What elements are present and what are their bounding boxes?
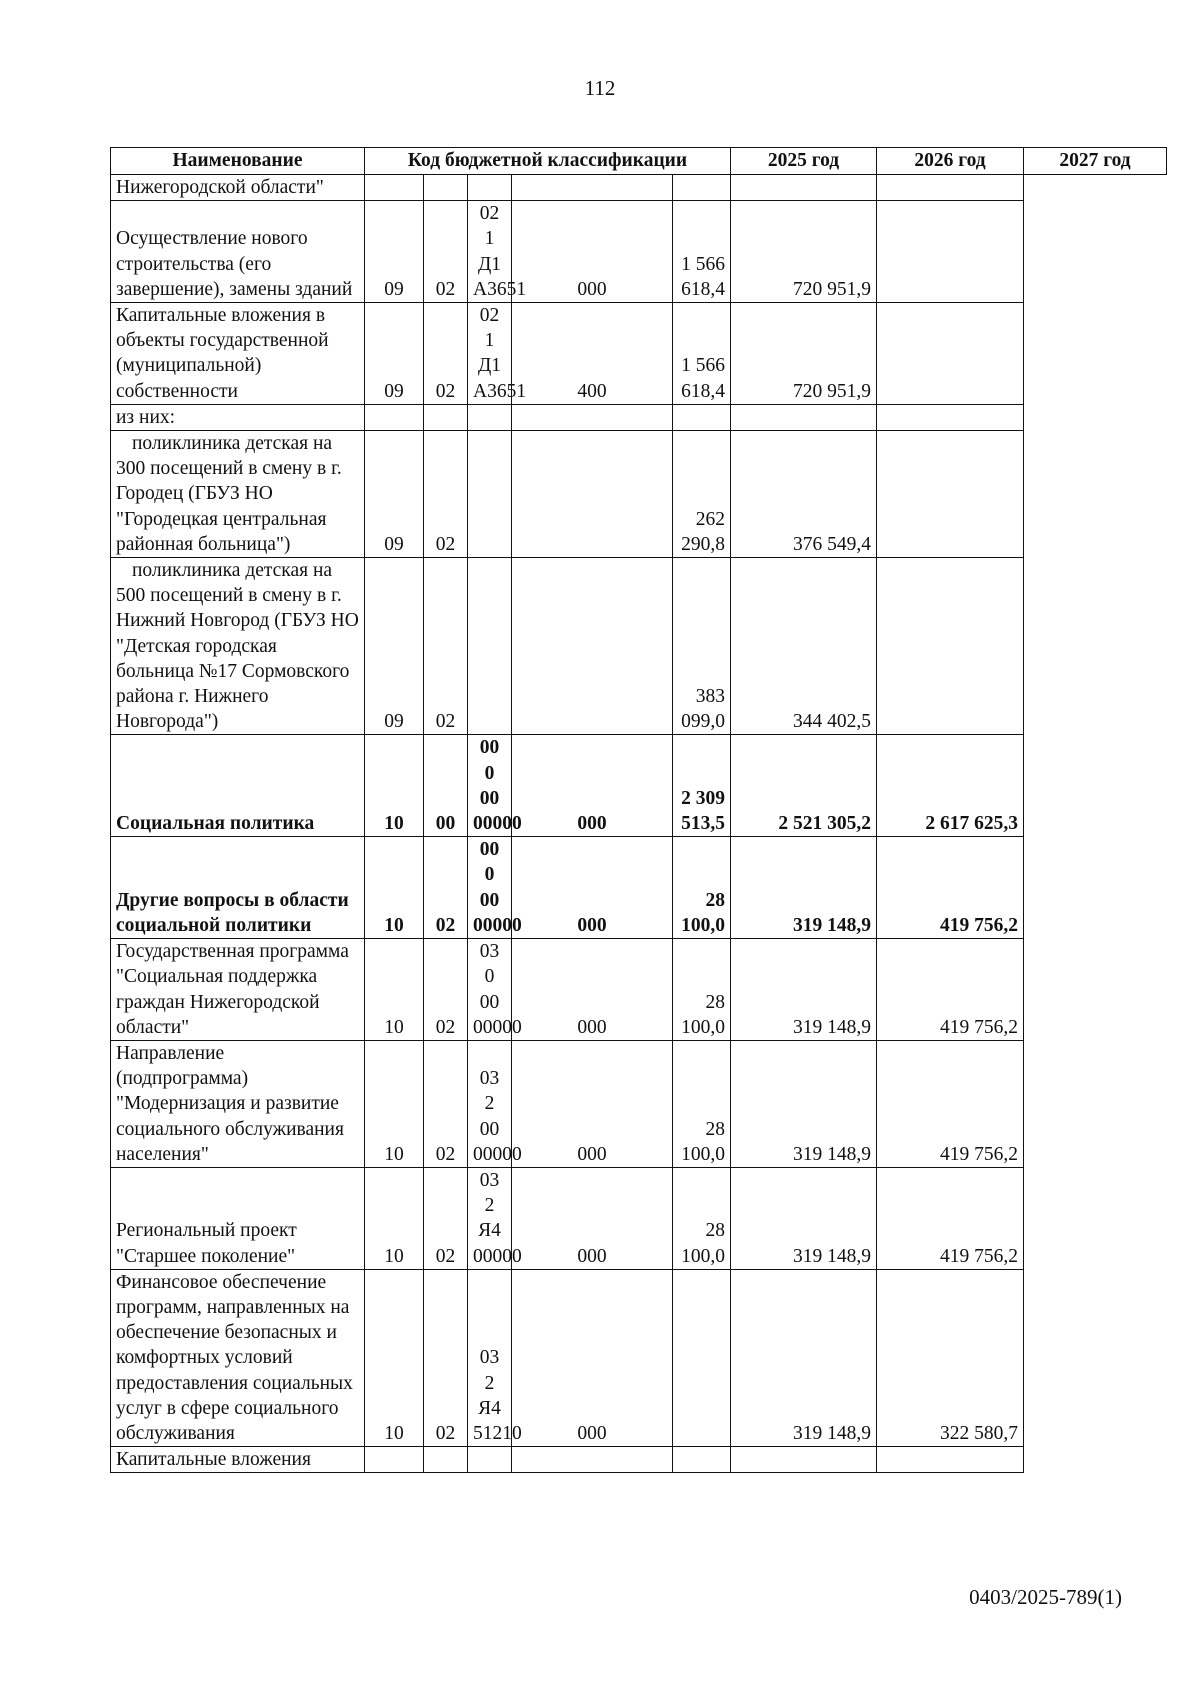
expense-type-code: 000 <box>512 1269 673 1446</box>
section-code: 09 <box>365 558 424 735</box>
section-code <box>365 1447 424 1473</box>
subsection-code: 02 <box>424 431 468 558</box>
target-article-code: 03 0 00 00000 <box>468 939 512 1041</box>
expense-type-code <box>512 175 673 201</box>
subsection-code: 02 <box>424 1269 468 1446</box>
expense-type-code: 000 <box>512 1040 673 1167</box>
row-name: Государственная программа "Социальная поддержка граждан Нижегородской области" <box>111 939 365 1041</box>
expense-type-code: 000 <box>512 939 673 1041</box>
expense-type-code: 000 <box>512 837 673 939</box>
target-article-code: 03 2 00 00000 <box>468 1040 512 1167</box>
amount-2025: 28 100,0 <box>673 1167 731 1269</box>
row-name: Нижегородской области" <box>111 175 365 201</box>
target-article-code <box>468 558 512 735</box>
expense-type-code <box>512 1447 673 1473</box>
amount-2025 <box>673 1269 731 1446</box>
row-name: Региональный проект "Старшее поколение" <box>111 1167 365 1269</box>
expense-type-code: 400 <box>512 303 673 405</box>
subsection-code: 02 <box>424 558 468 735</box>
row-name: Другие вопросы в области социальной политики <box>111 837 365 939</box>
amount-2027 <box>877 404 1024 430</box>
amount-2027: 2 617 625,3 <box>877 735 1024 837</box>
target-article-code: 00 0 00 00000 <box>468 837 512 939</box>
subsection-code: 02 <box>424 303 468 405</box>
amount-2026: 376 549,4 <box>731 431 877 558</box>
subsection-code: 02 <box>424 837 468 939</box>
section-code: 10 <box>365 1167 424 1269</box>
expense-type-code: 000 <box>512 201 673 303</box>
header-code: Код бюджетной классификации <box>365 148 731 175</box>
amount-2026: 720 951,9 <box>731 303 877 405</box>
row-name: поликлиника детская на 500 посещений в смену в г. Нижний Новгород (ГБУЗ НО "Детская городская больница №17 Сормовского района г. Нижнего Новгорода") <box>111 558 365 735</box>
amount-2026 <box>731 404 877 430</box>
row-name: Направление (подпрограмма) "Модернизация и развитие социального обслуживания населения" <box>111 1040 365 1167</box>
row-name: Капитальные вложения <box>111 1447 365 1473</box>
page-number: 112 <box>584 76 616 100</box>
section-code: 09 <box>365 201 424 303</box>
table-row <box>111 1269 1167 1446</box>
amount-2025 <box>673 1447 731 1473</box>
amount-2027 <box>877 175 1024 201</box>
row-name: Капитальные вложения в объекты государственной (муниципальной) собственности <box>111 303 365 405</box>
header-2027: 2027 год <box>1024 148 1167 175</box>
subsection-code: 00 <box>424 735 468 837</box>
budget-table <box>110 147 1167 1473</box>
subsection-code: 02 <box>424 939 468 1041</box>
section-code <box>365 175 424 201</box>
subsection-code <box>424 1447 468 1473</box>
table-row <box>111 303 1167 405</box>
table-header-row <box>111 148 1167 175</box>
amount-2026 <box>731 175 877 201</box>
table-row <box>111 837 1167 939</box>
amount-2026: 319 148,9 <box>731 939 877 1041</box>
row-name: из них: <box>111 404 365 430</box>
subsection-code: 02 <box>424 201 468 303</box>
row-name: Финансовое обеспечение программ, направленных на обеспечение безопасных и комфортных условий предоставления социальных услуг в сфере социального обслуживания <box>111 1269 365 1446</box>
amount-2026: 2 521 305,2 <box>731 735 877 837</box>
amount-2025: 1 566 618,4 <box>673 201 731 303</box>
section-code: 09 <box>365 303 424 405</box>
row-name: Социальная политика <box>111 735 365 837</box>
row-name: поликлиника детская на 300 посещений в смену в г. Городец (ГБУЗ НО "Городецкая центральная районная больница") <box>111 431 365 558</box>
amount-2026: 319 148,9 <box>731 1040 877 1167</box>
table-row <box>111 201 1167 303</box>
amount-2025: 2 309 513,5 <box>673 735 731 837</box>
section-code: 10 <box>365 735 424 837</box>
amount-2027: 419 756,2 <box>877 1040 1024 1167</box>
amount-2027: 419 756,2 <box>877 837 1024 939</box>
document-id: 0403/2025-789(1) <box>969 1585 1122 1609</box>
subsection-code <box>424 404 468 430</box>
amount-2025: 28 100,0 <box>673 837 731 939</box>
target-article-code <box>468 431 512 558</box>
amount-2027 <box>877 558 1024 735</box>
target-article-code: 00 0 00 00000 <box>468 735 512 837</box>
table-row <box>111 1040 1167 1167</box>
section-code: 10 <box>365 939 424 1041</box>
target-article-code: 03 2 Я4 00000 <box>468 1167 512 1269</box>
amount-2026: 720 951,9 <box>731 201 877 303</box>
expense-type-code <box>512 404 673 430</box>
table-row <box>111 1167 1167 1269</box>
target-article-code: 02 1 Д1 А3651 <box>468 303 512 405</box>
section-code: 09 <box>365 431 424 558</box>
amount-2026: 319 148,9 <box>731 1269 877 1446</box>
amount-2027 <box>877 1447 1024 1473</box>
amount-2025: 28 100,0 <box>673 939 731 1041</box>
amount-2026: 319 148,9 <box>731 1167 877 1269</box>
table-row <box>111 404 1167 430</box>
section-code: 10 <box>365 837 424 939</box>
amount-2025: 28 100,0 <box>673 1040 731 1167</box>
amount-2025: 262 290,8 <box>673 431 731 558</box>
amount-2027: 419 756,2 <box>877 1167 1024 1269</box>
expense-type-code <box>512 431 673 558</box>
target-article-code <box>468 175 512 201</box>
row-name: Осуществление нового строительства (его завершение), замены зданий <box>111 201 365 303</box>
header-name: Наименование <box>111 148 365 175</box>
target-article-code: 03 2 Я4 51210 <box>468 1269 512 1446</box>
target-article-code <box>468 404 512 430</box>
amount-2025: 383 099,0 <box>673 558 731 735</box>
amount-2027: 322 580,7 <box>877 1269 1024 1446</box>
amount-2025: 1 566 618,4 <box>673 303 731 405</box>
table-row <box>111 1447 1167 1473</box>
section-code: 10 <box>365 1040 424 1167</box>
amount-2025 <box>673 175 731 201</box>
amount-2027: 419 756,2 <box>877 939 1024 1041</box>
expense-type-code <box>512 558 673 735</box>
table-row <box>111 558 1167 735</box>
expense-type-code: 000 <box>512 1167 673 1269</box>
amount-2027 <box>877 431 1024 558</box>
header-2025: 2025 год <box>731 148 877 175</box>
amount-2027 <box>877 303 1024 405</box>
amount-2026: 344 402,5 <box>731 558 877 735</box>
subsection-code: 02 <box>424 1167 468 1269</box>
target-article-code <box>468 1447 512 1473</box>
table-body <box>111 175 1167 1473</box>
table-row <box>111 431 1167 558</box>
amount-2027 <box>877 201 1024 303</box>
amount-2026 <box>731 1447 877 1473</box>
table-row <box>111 175 1167 201</box>
table-row <box>111 939 1167 1041</box>
subsection-code: 02 <box>424 1040 468 1167</box>
subsection-code <box>424 175 468 201</box>
amount-2026: 319 148,9 <box>731 837 877 939</box>
target-article-code: 02 1 Д1 А3651 <box>468 201 512 303</box>
table-row <box>111 735 1167 837</box>
amount-2025 <box>673 404 731 430</box>
header-2026: 2026 год <box>877 148 1024 175</box>
expense-type-code: 000 <box>512 735 673 837</box>
section-code <box>365 404 424 430</box>
section-code: 10 <box>365 1269 424 1446</box>
